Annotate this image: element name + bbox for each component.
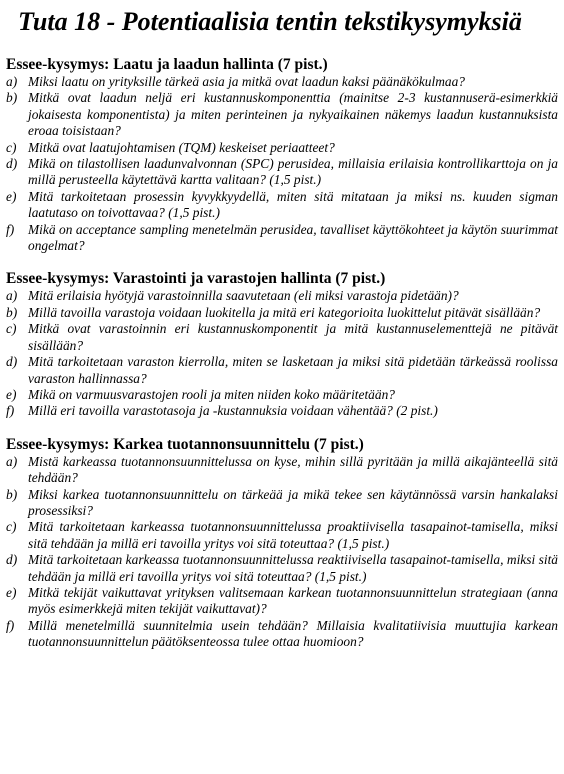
question-item xyxy=(6,403,558,419)
question-item xyxy=(6,387,558,403)
question-letter: b) xyxy=(6,304,18,320)
question-item xyxy=(6,321,558,354)
question-letter: a) xyxy=(6,288,18,304)
question-letter: a) xyxy=(6,453,18,469)
question-letter: d) xyxy=(6,156,18,172)
question-text: Mikä on varmuusvarastojen rooli ja miten niiden koko määritetään? xyxy=(28,386,395,402)
question-item xyxy=(6,189,558,222)
question-list xyxy=(6,454,558,651)
question-item xyxy=(6,618,558,651)
question-item xyxy=(6,354,558,387)
question-letter: a) xyxy=(6,74,18,89)
question-item xyxy=(6,487,558,520)
question-letter: d) xyxy=(6,552,18,568)
question-item xyxy=(6,156,558,189)
question-letter: c) xyxy=(6,519,17,535)
question-item xyxy=(6,74,558,90)
question-letter: e) xyxy=(6,188,17,204)
question-letter: e) xyxy=(6,584,17,600)
question-letter: e) xyxy=(6,386,17,402)
question-letter: f) xyxy=(6,403,15,419)
question-list xyxy=(6,74,558,254)
question-item xyxy=(6,288,558,304)
question-text: Mitä tarkoitetaan karkeassa tuotannonsuunnittelussa proaktiivisella tasapainot-tamisella, miksi sitä tehdään ja millä eri tavoilla yritys voi sitä toteuttaa? (1,5 pist.) xyxy=(28,519,558,551)
question-letter: d) xyxy=(6,354,18,370)
question-letter: f) xyxy=(6,221,15,237)
section-production-planning xyxy=(6,435,558,651)
question-text: Millä tavoilla varastoja voidaan luokitella ja mitä eri kategorioita luokittelut pitävät sisällään? xyxy=(28,304,541,320)
question-list xyxy=(6,288,558,419)
question-item xyxy=(6,585,558,618)
question-item xyxy=(6,454,558,487)
question-item xyxy=(6,90,558,139)
question-item xyxy=(6,305,558,321)
question-text: Mistä karkeassa tuotannonsuunnittelussa on kyse, mihin sillä pyritään ja millä aikajänteellä sitä tehdään? xyxy=(28,453,558,486)
question-text: Mitä erilaisia hyötyjä varastoinnilla saavutetaan (eli miksi varastoja pidetään)? xyxy=(28,288,459,304)
section-inventory xyxy=(6,269,558,419)
question-text: Mitkä tekijät vaikuttavat yrityksen valitsemaan karkean tuotannonsuunnittelun strategiaan (anna myös esimerkkejä miten tekijät vaikuttavat)? xyxy=(28,584,558,617)
question-text: Mikä on tilastollisen laadunvalvonnan (SPC) perusidea, millaisia erilaisia kontrollikarttoja on ja millä perusteella käytettävä kartta valitaan? (1,5 pist.) xyxy=(28,156,558,188)
question-letter: f) xyxy=(6,617,15,633)
question-letter: c) xyxy=(6,139,17,155)
question-letter: c) xyxy=(6,321,17,337)
question-item xyxy=(6,519,558,552)
question-text: Mitkä ovat laatujohtamisen (TQM) keskeiset periaatteet? xyxy=(28,139,335,155)
question-text: Mitä tarkoitetaan karkeassa tuotannonsuunnittelussa reaktiivisella tasapainot-tamisella, miksi sitä tehdään ja millä eri tavoilla yritys voi sitä toteuttaa? (1,5 pist.) xyxy=(28,552,558,584)
question-text: Millä menetelmillä suunnitelmia usein tehdään? Millaisia kvalitatiivisia muuttujia karkean tuotannonsuunnittelun päätöksenteossa tulee ottaa huomioon? xyxy=(28,617,558,650)
section-heading: Essee-kysymys: Varastointi ja varastojen hallinta (7 pist.) xyxy=(6,270,386,288)
question-text: Mitkä ovat varastoinnin eri kustannuskomponentit ja mitä kustannuselementtejä ne pitävät sisällään? xyxy=(28,321,558,353)
question-item xyxy=(6,222,558,255)
question-text: Mikä on acceptance sampling menetelmän perusidea, tavalliset käyttökohteet ja käytön suurimmat ongelmat? xyxy=(28,221,558,254)
section-heading: Essee-kysymys: Karkea tuotannonsuunnittelu (7 pist.) xyxy=(6,435,364,453)
question-text: Miksi karkea tuotannonsuunnittelu on tärkeää ja mikä tekee sen käytännössä varsin hankalaksi prosessiksi? xyxy=(28,486,558,518)
question-item xyxy=(6,140,558,156)
document-title: Tuta 18 - Potentiaalisia tentin tekstikysymyksiä xyxy=(18,7,522,36)
section-quality xyxy=(6,55,558,254)
question-text: Mitä tarkoitetaan prosessin kyvykkyydellä, miten sitä mitataan ja miksi ns. kuuden sigman laatutaso on toivottavaa? (1,5 pist.) xyxy=(28,188,558,221)
question-letter: b) xyxy=(6,486,18,502)
question-text: Mitkä ovat laadun neljä eri kustannuskomponenttia (mainitse 2-3 kustannuserä-esimerkkiä jokaisesta komponentista) ja miten perinteinen ja nykyaikainen näkemys laadun kustannuksista eroaa toisistaan? xyxy=(28,90,558,139)
question-text: Millä eri tavoilla varastotasoja ja -kustannuksia voidaan vähentää? (2 pist.) xyxy=(28,403,438,419)
question-letter: b) xyxy=(6,90,18,106)
section-heading: Essee-kysymys: Laatu ja laadun hallinta (7 pist.) xyxy=(6,56,328,73)
question-text: Mitä tarkoitetaan varaston kierrolla, miten se lasketaan ja miksi sitä pidetään tärkeässä roolissa varaston hallinnassa? xyxy=(28,354,558,386)
question-item xyxy=(6,552,558,585)
question-text: Miksi laatu on yrityksille tärkeä asia ja mitkä ovat laadun kaksi päänäkökulmaa? xyxy=(28,74,465,89)
